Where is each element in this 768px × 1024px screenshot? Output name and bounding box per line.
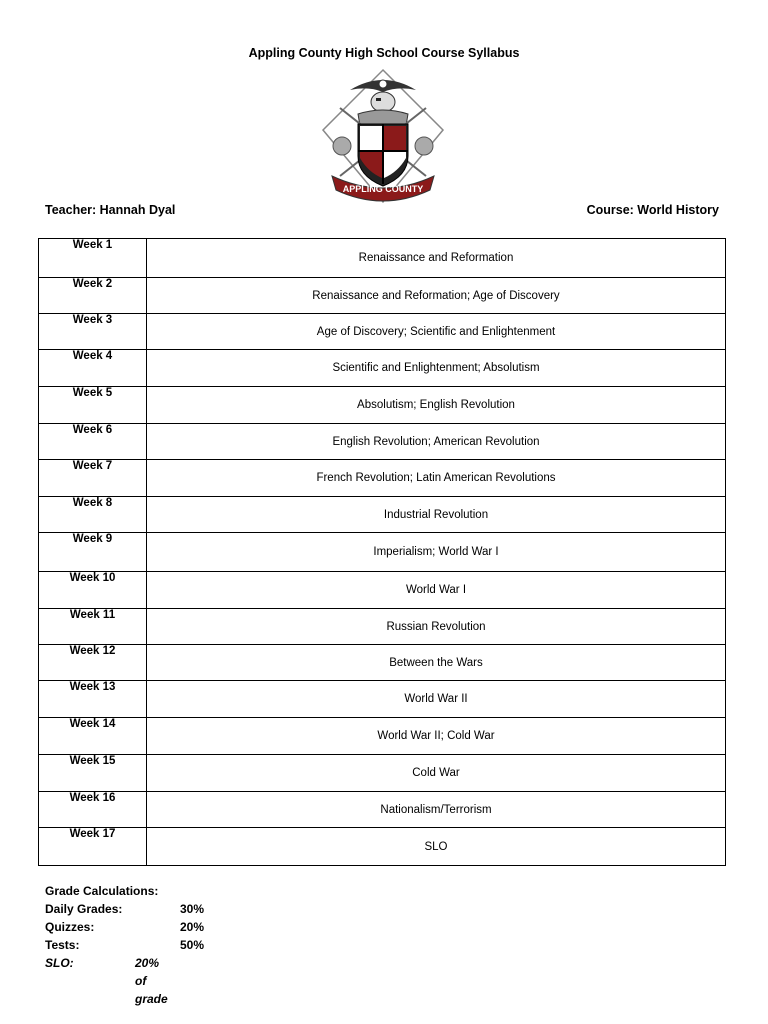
week-label: Week 4 [39,350,147,387]
grade-item [45,900,205,918]
slo-value: 20% of grade [135,956,168,1006]
week-topic: SLO [147,828,726,866]
grade-item-value: 20% [180,920,205,934]
grade-calculations [45,882,205,1006]
schedule-row [39,792,726,828]
week-label: Week 8 [39,497,147,533]
week-label: Week 17 [39,828,147,866]
week-topic: World War I [147,572,726,609]
grade-item-value: 50% [180,938,205,952]
week-label: Week 1 [39,239,147,278]
schedule-row [39,681,726,718]
week-label: Week 6 [39,424,147,460]
grade-item [45,936,205,954]
week-topic: Between the Wars [147,645,726,681]
crest-banner-text: APPLING COUNTY [342,184,424,194]
grade-item-value: 30% [180,902,205,916]
week-topic: World War II [147,681,726,718]
week-topic: Absolutism; English Revolution [147,387,726,424]
week-topic: French Revolution; Latin American Revolutions [147,460,726,497]
week-label: Week 12 [39,645,147,681]
week-label: Week 16 [39,792,147,828]
week-label: Week 14 [39,718,147,755]
page-title: Appling County High School Course Syllabus [248,46,520,60]
week-topic: Renaissance and Reformation; Age of Discovery [147,278,726,314]
week-topic: Age of Discovery; Scientific and Enlightenment [147,314,726,350]
grade-item-label: Daily Grades: [45,902,123,916]
schedule-row [39,497,726,533]
week-topic: Renaissance and Reformation [147,239,726,278]
week-topic: Nationalism/Terrorism [147,792,726,828]
week-topic: Russian Revolution [147,609,726,645]
schedule-row [39,350,726,387]
grade-item-label: Tests: [45,938,80,952]
week-topic: World War II; Cold War [147,718,726,755]
slo-label: SLO: [45,956,74,970]
teacher-name: Teacher: Hannah Dyal [45,203,176,217]
schedule-row [39,460,726,497]
schedule-row [39,828,726,866]
schedule-row [39,314,726,350]
week-label: Week 3 [39,314,147,350]
schedule-row [39,718,726,755]
school-crest-logo [318,68,448,208]
schedule-row [39,755,726,792]
week-label: Week 15 [39,755,147,792]
grade-item [45,918,205,936]
week-label: Week 2 [39,278,147,314]
week-topic: Industrial Revolution [147,497,726,533]
week-label: Week 10 [39,572,147,609]
schedule-row [39,239,726,278]
week-label: Week 11 [39,609,147,645]
week-label: Week 9 [39,533,147,572]
week-topic: English Revolution; American Revolution [147,424,726,460]
schedule-row [39,533,726,572]
schedule-row [39,572,726,609]
week-topic: Cold War [147,755,726,792]
week-topic: Imperialism; World War I [147,533,726,572]
grade-item-label: Quizzes: [45,920,95,934]
week-label: Week 13 [39,681,147,718]
schedule-row [39,645,726,681]
schedule-row [39,609,726,645]
schedule-row [39,278,726,314]
slo-item [45,954,168,1006]
week-topic: Scientific and Enlightenment; Absolutism [147,350,726,387]
weekly-schedule-table [38,238,726,866]
schedule-row [39,387,726,424]
course-name: Course: World History [586,203,719,217]
schedule-row [39,424,726,460]
grade-calculations-heading: Grade Calculations: [45,884,159,898]
week-label: Week 7 [39,460,147,497]
week-label: Week 5 [39,387,147,424]
